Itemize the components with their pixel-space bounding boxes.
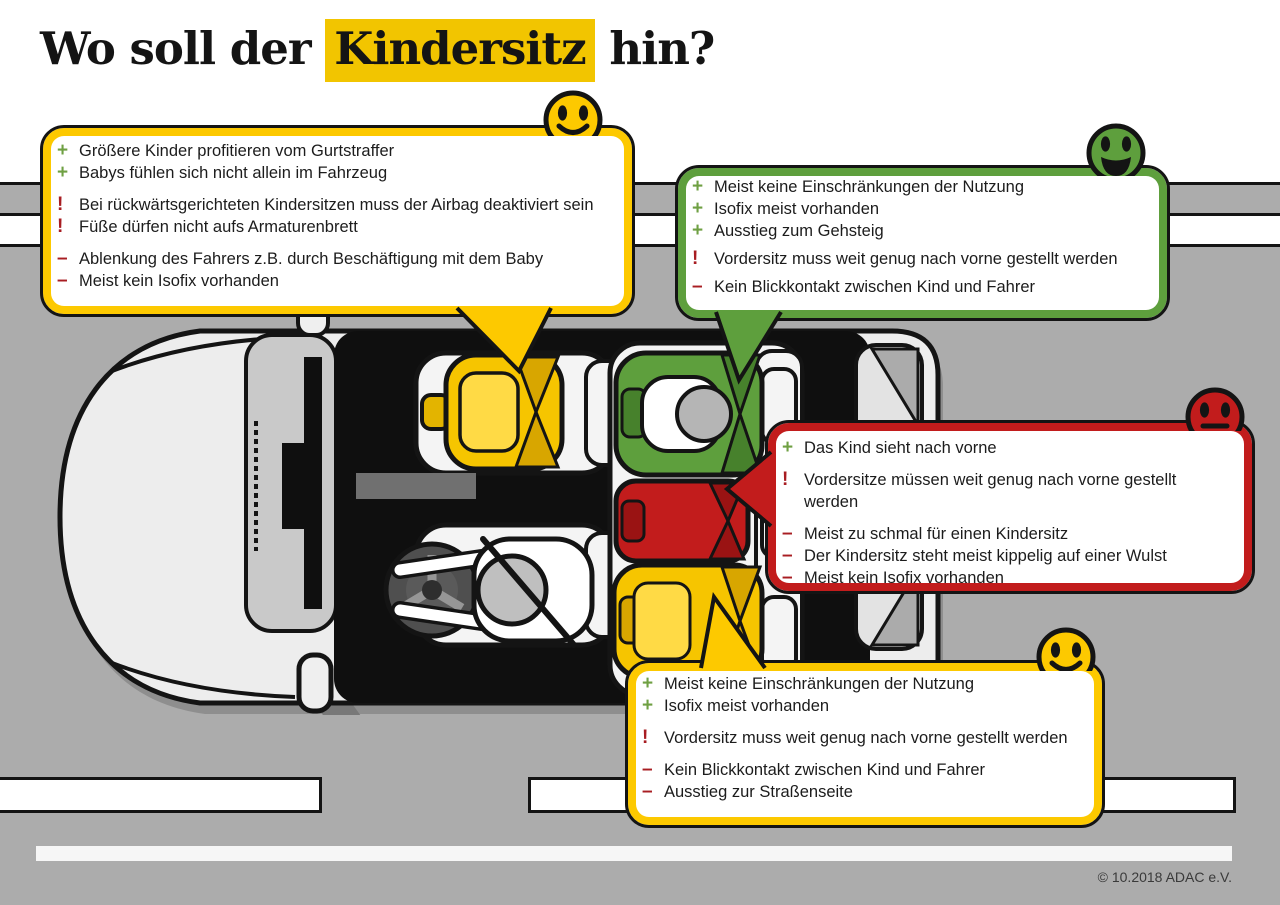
road-dash-marking <box>0 777 322 813</box>
bubble-row <box>57 162 614 184</box>
row-bullet-icon: + <box>642 695 654 716</box>
bubble-row <box>57 194 614 216</box>
bubble-row <box>692 220 1149 242</box>
row-text: Kein Blickkontakt zwischen Kind und Fahrer <box>714 278 1035 296</box>
copyright-notice: © 10.2018 ADAC e.V. <box>1097 869 1232 885</box>
row-text: Der Kindersitz steht meist kippelig auf einer Wulst <box>804 547 1167 565</box>
row-text: Meist kein Isofix vorhanden <box>804 569 1004 587</box>
row-text: Größere Kinder profitieren vom Gurtstraffer <box>79 142 395 160</box>
bubble-rear-seat-middle <box>765 420 1255 594</box>
bubble-row <box>57 248 614 270</box>
bubble-row-list <box>782 437 1234 589</box>
bubble-row <box>57 270 614 292</box>
row-text: Isofix meist vorhanden <box>714 200 880 218</box>
bubble-rear-seat-street-side <box>625 660 1105 828</box>
rearview-mirror <box>282 443 306 529</box>
row-text: Meist keine Einschränkungen der Nutzung <box>664 675 975 693</box>
bubble-row <box>57 140 614 162</box>
row-bullet-icon: – <box>57 248 68 269</box>
bubble-row-list <box>642 673 1084 803</box>
road-dash-marking <box>1096 777 1236 813</box>
row-bullet-icon: + <box>642 673 654 694</box>
row-bullet-icon: + <box>57 140 69 161</box>
bubble-row <box>782 437 1234 459</box>
row-bullet-icon: + <box>692 198 704 219</box>
bubble-row <box>642 673 1084 695</box>
row-bullet-icon: – <box>642 759 653 780</box>
row-bullet-icon: ! <box>57 216 64 237</box>
bubble-row <box>782 545 1234 567</box>
row-bullet-icon: – <box>782 545 793 566</box>
child-seat-red-middle <box>616 481 748 561</box>
bubble-row <box>642 759 1084 781</box>
child-head <box>677 387 731 441</box>
row-text: Vordersitze müssen weit genug nach vorne gestellt werden <box>804 471 1177 511</box>
row-bullet-icon: ! <box>642 727 649 748</box>
page-title <box>40 22 714 75</box>
row-text: Meist kein Isofix vorhanden <box>79 272 279 290</box>
row-bullet-icon: + <box>692 176 704 197</box>
row-bullet-icon: + <box>782 437 794 458</box>
bubble-row-list <box>57 140 614 292</box>
row-text: Babys fühlen sich nicht allein im Fahrzeug <box>79 164 388 182</box>
row-text: Vordersitz muss weit genug nach vorne gestellt werden <box>664 729 1068 747</box>
row-bullet-icon: + <box>57 162 69 183</box>
bubble-row <box>692 276 1149 298</box>
bubble-row <box>692 176 1149 198</box>
row-bullet-icon: – <box>642 781 653 802</box>
side-mirror-bottom <box>299 655 331 711</box>
child-seat-green-with-child <box>616 353 762 475</box>
bubble-row <box>642 727 1084 749</box>
row-text: Meist keine Einschränkungen der Nutzung <box>714 178 1025 196</box>
row-text: Kein Blickkontakt zwischen Kind und Fahrer <box>664 761 985 779</box>
row-bullet-icon: – <box>692 276 703 297</box>
row-bullet-icon: ! <box>692 248 699 269</box>
bubble-row <box>782 523 1234 545</box>
bubble-row <box>57 216 614 238</box>
dashboard-console <box>304 357 322 609</box>
bubble-row <box>692 248 1149 270</box>
row-bullet-icon: – <box>782 523 793 544</box>
bubble-row <box>642 781 1084 803</box>
row-bullet-icon: ! <box>57 194 64 215</box>
row-text: Isofix meist vorhanden <box>664 697 830 715</box>
bubble-row <box>642 695 1084 717</box>
bubble-row <box>782 469 1234 513</box>
row-bullet-icon: – <box>782 567 793 588</box>
row-text: Meist zu schmal für einen Kindersitz <box>804 525 1069 543</box>
row-text: Ausstieg zum Gehsteig <box>714 222 884 240</box>
bubble-rear-seat-curb-side <box>675 165 1170 321</box>
bubble-row-list <box>692 176 1149 298</box>
row-bullet-icon: + <box>692 220 704 241</box>
row-text: Ausstieg zur Straßenseite <box>664 783 853 801</box>
row-text: Füße dürfen nicht aufs Armaturenbrett <box>79 218 358 236</box>
row-bullet-icon: ! <box>782 469 789 490</box>
bubble-row <box>692 198 1149 220</box>
title-post: hin? <box>594 22 715 75</box>
center-console <box>356 473 476 499</box>
title-pre: Wo soll der <box>40 22 326 75</box>
bubble-row <box>782 567 1234 589</box>
row-bullet-icon: – <box>57 270 68 291</box>
bubble-front-passenger-seat <box>40 125 635 317</box>
road-edge-line <box>36 846 1232 861</box>
row-text: Das Kind sieht nach vorne <box>804 439 997 457</box>
title-highlight: Kindersitz <box>325 19 595 82</box>
row-text: Bei rückwärtsgerichteten Kindersitzen muss der Airbag deaktiviert sein <box>79 196 594 214</box>
row-text: Ablenkung des Fahrers z.B. durch Beschäftigung mit dem Baby <box>79 250 544 268</box>
row-text: Vordersitz muss weit genug nach vorne gestellt werden <box>714 250 1118 268</box>
